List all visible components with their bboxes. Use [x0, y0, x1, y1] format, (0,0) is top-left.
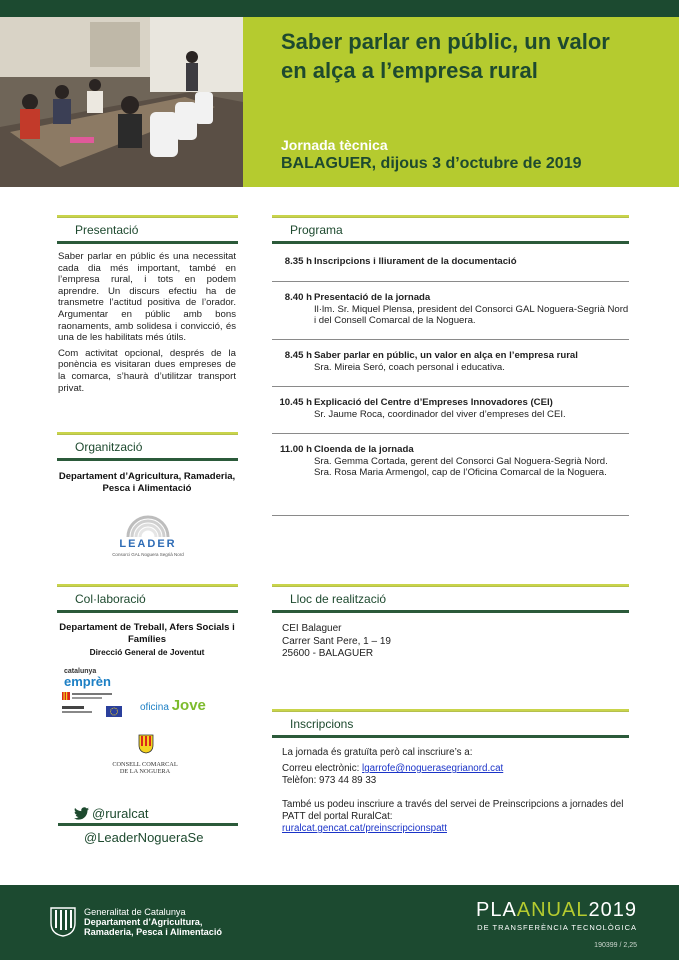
section-title: Programa	[290, 223, 343, 237]
program-detail: Il·lm. Sr. Miquel Plensa, president del Consorci GAL Noguera-Segrià Nord i del Consell Comarcal de la Noguera.	[314, 303, 629, 327]
registration-intro: La jornada és gratuïta però cal inscriure’s a:	[282, 747, 473, 758]
program-detail: Sra. Gemma Cortada, gerent del Consorci Gal Noguera-Segrià Nord.	[314, 455, 608, 467]
gencat-shield-icon	[50, 907, 76, 937]
page-title: Saber parlar en públic, un valor en alça a l’empresa rural	[281, 29, 610, 83]
generalitat-ue-logos	[62, 692, 126, 722]
section-header-lloc	[272, 584, 629, 613]
registration-also: També us podeu inscriure a través del servei de Preinscripcions a jornades del PATT del portal RuralCat:	[282, 799, 624, 822]
jove-text: Jove	[171, 697, 206, 714]
leader-subtitle: Consorci GAL Noguera Segrià Nord	[112, 552, 184, 557]
empren-logo: emprèn	[64, 674, 111, 689]
program-time: 8.40 h	[284, 292, 312, 303]
ruralcat-link[interactable]: ruralcat.gencat.cat/preinscripcionspatt	[282, 823, 447, 834]
top-bar	[0, 0, 679, 17]
program-item	[272, 256, 629, 282]
program-item	[272, 292, 629, 340]
location-date: BALAGUER, dijous 3 d’octubre de 2019	[281, 155, 582, 172]
email-line	[282, 763, 632, 775]
leader-word	[108, 538, 188, 550]
program-time: 8.45 h	[284, 350, 312, 361]
twitter-block	[58, 800, 238, 826]
program-time: 10.45 h	[279, 397, 312, 408]
program-title: Inscripcions i lliurament de la documentació	[314, 256, 517, 267]
collab-direction: Direcció General de Joventut	[89, 647, 205, 657]
section-header-presentacio	[57, 215, 238, 244]
section-header-collaboracio	[57, 584, 238, 613]
intro-text	[58, 251, 236, 394]
program-title: Presentació de la jornada	[314, 292, 431, 303]
venue-city: 25600 - BALAGUER	[282, 648, 374, 659]
catalunya-text: catalunya	[64, 668, 97, 675]
plan-word: PLA	[475, 899, 517, 921]
section-header-organitzacio	[57, 432, 238, 461]
program-time: 11.00 h	[279, 444, 312, 455]
program-detail: Sra. Rosa Maria Armengol, cap de l’Oficina Comarcal de la Noguera.	[314, 467, 607, 479]
collab-department: Departament de Treball, Afers Socials i Famílies	[59, 622, 235, 645]
gencat-name: Generalitat de Catalunya	[84, 907, 186, 917]
leader-logo	[108, 505, 188, 560]
registration-info	[282, 747, 632, 835]
twitter-handle[interactable]: @ruralcat	[92, 806, 149, 821]
leader-handle[interactable]: @LeaderNogueraSe	[84, 830, 204, 845]
section-title: Inscripcions	[290, 717, 354, 731]
program-item	[272, 350, 629, 387]
email-label: Correu electrònic:	[282, 763, 363, 774]
plan-year: 2019	[588, 899, 637, 921]
gencat-dept-2: Ramaderia, Pesca i Alimentació	[84, 927, 223, 937]
program-title: Saber parlar en públic, un valor en alça en l’empresa rural	[314, 350, 578, 361]
section-header-programa	[272, 215, 629, 244]
collab-logos	[60, 668, 236, 780]
plan-accent-word: ANUAL	[516, 899, 589, 921]
program-detail: Sra. Mireia Seró, coach personal i educativa.	[314, 361, 505, 373]
program-detail: Sr. Jaume Roca, coordinador del viver d’empreses del CEI.	[314, 408, 566, 420]
program-item	[272, 444, 629, 516]
plan-subtitle: DE TRANSFERÈNCIA TECNOLÒGICA	[477, 923, 637, 932]
shield-icon	[138, 734, 154, 754]
program-time: 8.35 h	[284, 256, 312, 267]
program-item	[272, 397, 629, 434]
section-title: Col·laboració	[75, 592, 146, 606]
email-link[interactable]: lgarrofe@noguerasegrianord.cat	[362, 763, 504, 774]
oficina-jove-logo	[140, 697, 206, 714]
hero-photo	[0, 17, 243, 187]
pla-anual-logo	[476, 899, 637, 932]
twitter-bird-icon	[74, 807, 89, 820]
leader-arcs-icon	[108, 505, 188, 539]
intro-paragraph: Saber parlar en públic és una necessitat cada dia més important, també en l’empresa rural, i tots en podem aprendre. Un discurs efectiu ha de transmetre l’actitud positiva de l’orador. Argumentar en públic amb bons raonaments, amb solidesa i convicció, és una de les habilitats més útils.	[58, 251, 236, 344]
footer	[0, 885, 679, 960]
section-header-inscripcions	[272, 709, 629, 738]
oficina-text: oficina	[140, 702, 169, 713]
venue-name: CEI Balaguer	[282, 623, 342, 634]
gencat-dept-1: Departament d’Agricultura,	[84, 917, 203, 927]
subtitle: Jornada tècnica	[281, 137, 388, 153]
consell-comarcal-logo: CONSELL COMARCAL DE LA NOGUERA	[112, 761, 178, 775]
venue-address	[282, 623, 391, 661]
section-title: Organització	[75, 440, 143, 454]
intro-paragraph: Com activitat opcional, després de la ponència es visitaran dues empreses de la comarca, s’haurà d’utilitzar transport privat.	[58, 347, 236, 394]
venue-street: Carrer Sant Pere, 1 – 19	[282, 635, 391, 647]
organizer-department: Departament d’Agricultura, Ramaderia, Pesca i Alimentació	[58, 471, 236, 494]
document-code: 190399 / 2,25	[594, 942, 637, 949]
gencat-logo	[50, 907, 290, 941]
program-title: Cloenda de la jornada	[314, 444, 414, 455]
phone-line: Telèfon: 973 44 89 33	[282, 775, 377, 786]
title-panel	[243, 17, 679, 187]
program-title: Explicació del Centre d’Empreses Innovadores (CEI)	[314, 397, 553, 408]
section-title: Presentació	[75, 223, 139, 237]
section-title: Lloc de realització	[290, 592, 387, 606]
leader-text: LEADER	[119, 538, 177, 550]
